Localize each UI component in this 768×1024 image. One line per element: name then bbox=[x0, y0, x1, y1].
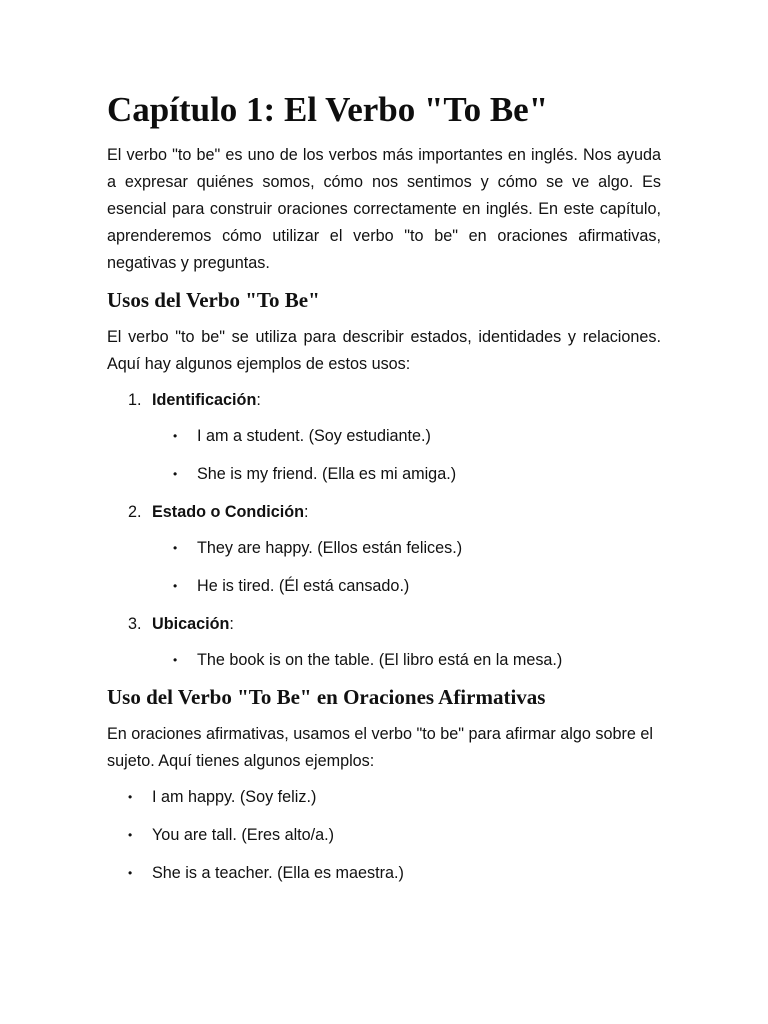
intro-paragraph: El verbo "to be" es uno de los verbos más importantes en inglés. Nos ayuda a expresar quiénes somos, cómo nos sentimos y cómo se ve algo. Es esencial para construir oraciones correctamente en inglés. En este capítulo, aprenderemos cómo utilizar el verbo "to be" en oraciones afirmativas, negativas y preguntas. bbox=[107, 146, 661, 272]
example-item: • They are happy. (Ellos están felices.) bbox=[173, 535, 661, 562]
example-item: • She is my friend. (Ella es mi amiga.) bbox=[173, 461, 661, 488]
label-colon: : bbox=[229, 615, 234, 633]
section-heading-usos: Usos del Verbo "To Be" bbox=[107, 288, 320, 312]
usos-item bbox=[107, 387, 661, 488]
afirmativas-paragraph: En oraciones afirmativas, usamos el verbo "to be" para afirmar algo sobre el sujeto. Aquí tienes algunos ejemplos: bbox=[107, 725, 653, 770]
usos-item-label: Identificación bbox=[152, 391, 257, 409]
label-colon: : bbox=[303, 503, 309, 521]
list-number: 1. bbox=[128, 391, 142, 409]
label-colon: : bbox=[256, 391, 261, 409]
usos-paragraph: El verbo "to be" se utiliza para describir estados, identidades y relaciones. Aquí hay algunos ejemplos de estos usos: bbox=[107, 328, 661, 373]
example-item: • The book is on the table. (El libro está en la mesa.) bbox=[173, 647, 661, 674]
example-list bbox=[107, 647, 661, 674]
document-page bbox=[107, 88, 661, 898]
example-item: • You are tall. (Eres alto/a.) bbox=[128, 822, 661, 849]
list-number: 2. bbox=[128, 503, 142, 521]
example-list bbox=[107, 423, 661, 488]
section-heading-afirmativas: Uso del Verbo "To Be" en Oraciones Afirmativas bbox=[107, 685, 546, 709]
usos-item bbox=[107, 499, 661, 600]
example-item: • I am a student. (Soy estudiante.) bbox=[173, 423, 661, 450]
example-item: • She is a teacher. (Ella es maestra.) bbox=[128, 860, 661, 887]
example-item: • He is tired. (Él está cansado.) bbox=[173, 573, 661, 600]
example-item: • I am happy. (Soy feliz.) bbox=[128, 784, 661, 811]
usos-numbered-list bbox=[107, 387, 661, 674]
usos-item bbox=[107, 611, 661, 674]
usos-item-label: Ubicación bbox=[152, 615, 230, 633]
afirmativas-example-list bbox=[107, 784, 661, 887]
list-number: 3. bbox=[128, 615, 142, 633]
usos-item-label: Estado o Condición bbox=[152, 503, 304, 521]
chapter-title: Capítulo 1: El Verbo "To Be" bbox=[107, 90, 549, 129]
example-list bbox=[107, 535, 661, 600]
